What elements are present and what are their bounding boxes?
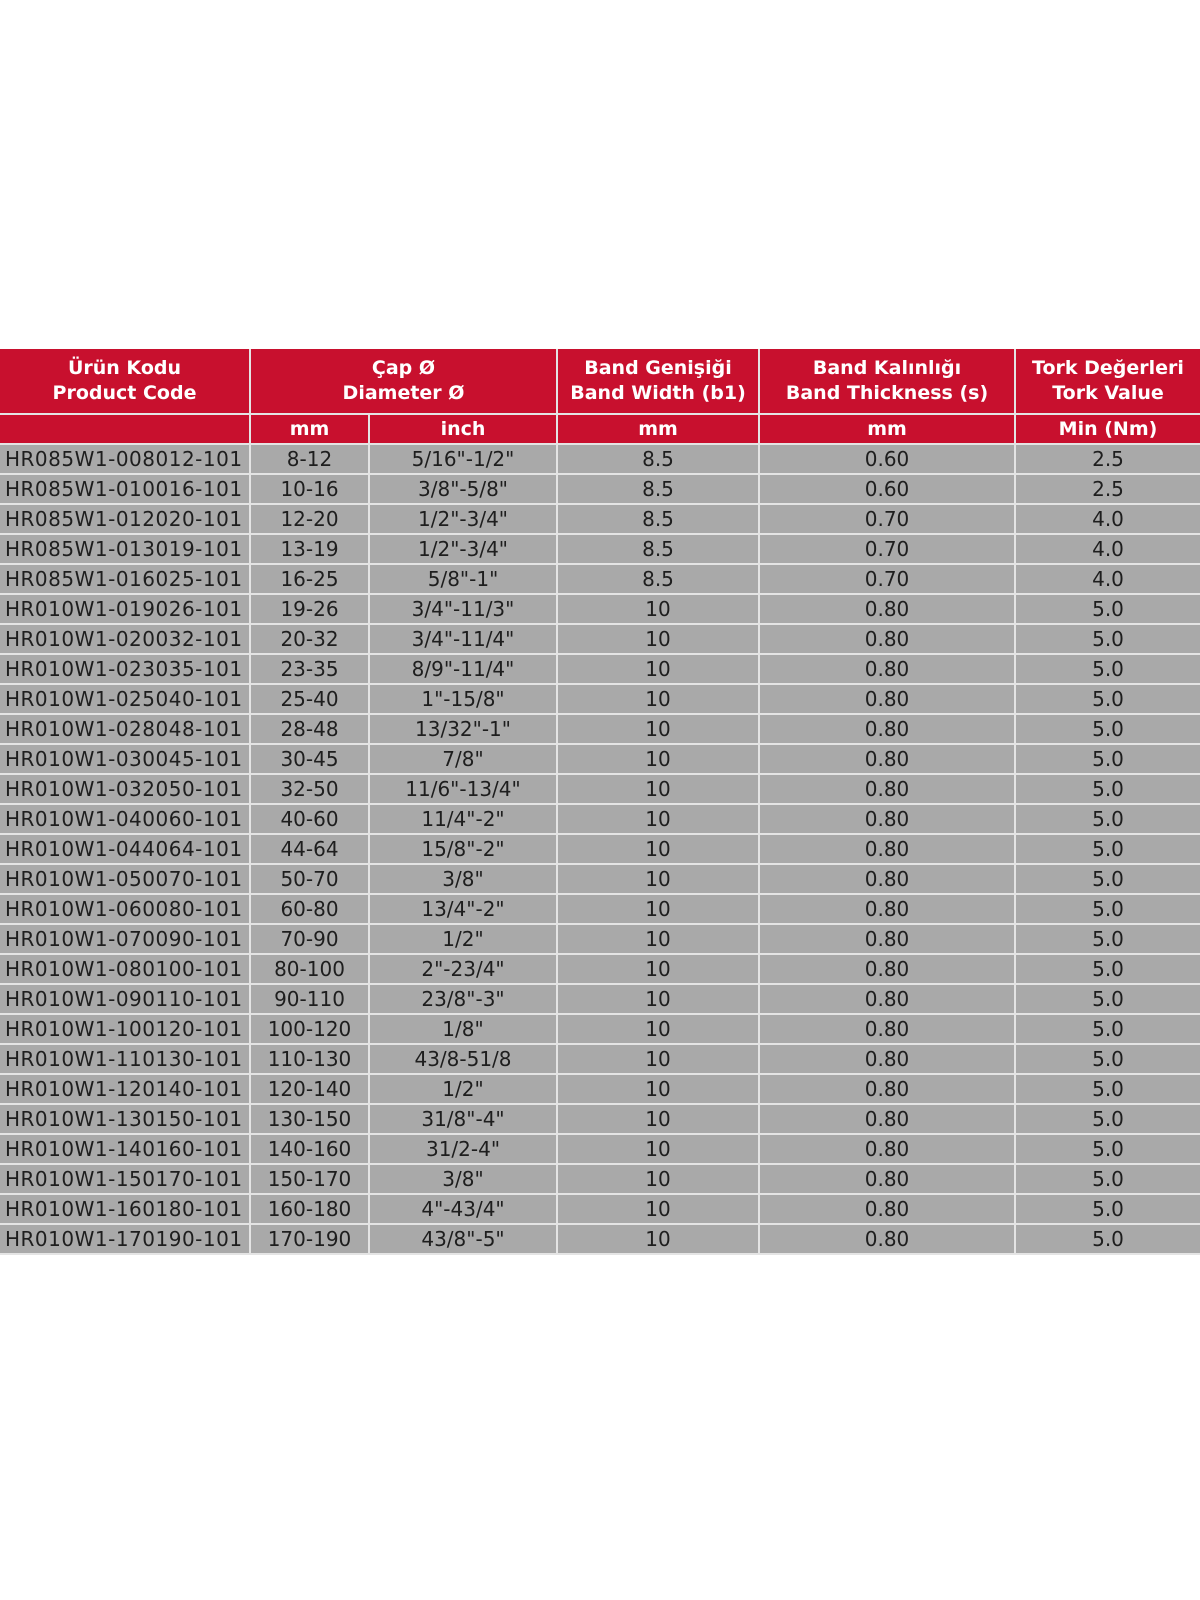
diameter-mm-cell: 20-32 — [250, 624, 369, 654]
band-width-cell: 8.5 — [557, 564, 759, 594]
diameter-mm-cell: 44-64 — [250, 834, 369, 864]
table-row — [0, 624, 1200, 654]
product-code-cell: HR010W1-050070-101 — [0, 864, 250, 894]
diameter-inch-cell: 13/4"-2" — [369, 894, 557, 924]
diameter-mm-cell: 12-20 — [250, 504, 369, 534]
torque-cell: 5.0 — [1015, 684, 1200, 714]
diameter-mm-cell: 120-140 — [250, 1074, 369, 1104]
header-torque — [1015, 349, 1200, 414]
diameter-inch-cell: 5/8"-1" — [369, 564, 557, 594]
torque-cell: 5.0 — [1015, 804, 1200, 834]
torque-cell: 4.0 — [1015, 564, 1200, 594]
band-width-cell: 10 — [557, 774, 759, 804]
band-width-cell: 10 — [557, 924, 759, 954]
torque-cell: 2.5 — [1015, 474, 1200, 504]
product-code-cell: HR010W1-140160-101 — [0, 1134, 250, 1164]
diameter-inch-cell: 11/6"-13/4" — [369, 774, 557, 804]
product-code-cell: HR010W1-120140-101 — [0, 1074, 250, 1104]
band-thickness-cell: 0.60 — [759, 474, 1015, 504]
header-row-main — [0, 349, 1200, 414]
table-row — [0, 1224, 1200, 1254]
header-row-units — [0, 414, 1200, 444]
torque-cell: 5.0 — [1015, 1134, 1200, 1164]
product-code-cell: HR085W1-012020-101 — [0, 504, 250, 534]
product-code-cell: HR010W1-025040-101 — [0, 684, 250, 714]
torque-cell: 5.0 — [1015, 774, 1200, 804]
band-thickness-cell: 0.80 — [759, 1104, 1015, 1134]
band-width-cell: 10 — [557, 804, 759, 834]
header-band-thickness-en: Band Thickness (s) — [785, 382, 989, 404]
diameter-inch-cell: 1"-15/8" — [369, 684, 557, 714]
table-row — [0, 474, 1200, 504]
table-row — [0, 924, 1200, 954]
torque-cell: 2.5 — [1015, 444, 1200, 474]
band-thickness-cell: 0.80 — [759, 1224, 1015, 1254]
torque-cell: 5.0 — [1015, 954, 1200, 984]
band-width-cell: 10 — [557, 714, 759, 744]
diameter-mm-cell: 10-16 — [250, 474, 369, 504]
diameter-inch-cell: 4"-43/4" — [369, 1194, 557, 1224]
header-band-thickness — [759, 349, 1015, 414]
table-row — [0, 534, 1200, 564]
table-row — [0, 594, 1200, 624]
diameter-mm-cell: 30-45 — [250, 744, 369, 774]
band-width-cell: 10 — [557, 1104, 759, 1134]
product-code-cell: HR010W1-100120-101 — [0, 1014, 250, 1044]
torque-cell: 5.0 — [1015, 984, 1200, 1014]
diameter-mm-cell: 140-160 — [250, 1134, 369, 1164]
diameter-mm-cell: 100-120 — [250, 1014, 369, 1044]
diameter-inch-cell: 3/8"-5/8" — [369, 474, 557, 504]
header-torque-tr: Tork Değerleri — [1032, 357, 1184, 379]
band-width-cell: 10 — [557, 1014, 759, 1044]
torque-cell: 5.0 — [1015, 1014, 1200, 1044]
band-thickness-cell: 0.80 — [759, 1164, 1015, 1194]
torque-cell: 5.0 — [1015, 1194, 1200, 1224]
band-thickness-cell: 0.80 — [759, 654, 1015, 684]
product-code-cell: HR010W1-160180-101 — [0, 1194, 250, 1224]
table-row — [0, 954, 1200, 984]
header-band-width-en: Band Width (b1) — [570, 382, 746, 404]
product-code-cell: HR010W1-150170-101 — [0, 1164, 250, 1194]
torque-cell: 5.0 — [1015, 894, 1200, 924]
product-spec-table — [0, 349, 1200, 1255]
diameter-mm-cell: 150-170 — [250, 1164, 369, 1194]
table-row — [0, 684, 1200, 714]
table-header — [0, 349, 1200, 444]
band-width-cell: 8.5 — [557, 504, 759, 534]
product-code-cell: HR010W1-023035-101 — [0, 654, 250, 684]
table-row — [0, 1164, 1200, 1194]
diameter-mm-cell: 25-40 — [250, 684, 369, 714]
product-code-cell: HR010W1-032050-101 — [0, 774, 250, 804]
band-thickness-cell: 0.60 — [759, 444, 1015, 474]
product-code-cell: HR010W1-028048-101 — [0, 714, 250, 744]
torque-cell: 5.0 — [1015, 1164, 1200, 1194]
diameter-inch-cell: 1/8" — [369, 1014, 557, 1044]
band-width-cell: 10 — [557, 1074, 759, 1104]
table-row — [0, 1014, 1200, 1044]
table-row — [0, 1194, 1200, 1224]
diameter-mm-cell: 16-25 — [250, 564, 369, 594]
torque-cell: 5.0 — [1015, 1224, 1200, 1254]
diameter-inch-cell: 8/9"-11/4" — [369, 654, 557, 684]
diameter-inch-cell: 43/8-51/8 — [369, 1044, 557, 1074]
band-width-cell: 10 — [557, 594, 759, 624]
header-diameter-tr: Çap Ø — [371, 357, 436, 379]
table-row — [0, 504, 1200, 534]
band-thickness-cell: 0.70 — [759, 534, 1015, 564]
band-thickness-cell: 0.80 — [759, 1134, 1015, 1164]
band-width-cell: 8.5 — [557, 534, 759, 564]
band-width-cell: 10 — [557, 624, 759, 654]
header-product-code-en: Product Code — [52, 382, 197, 404]
diameter-inch-cell: 3/4"-11/4" — [369, 624, 557, 654]
band-width-cell: 10 — [557, 894, 759, 924]
band-thickness-cell: 0.80 — [759, 1044, 1015, 1074]
header-band-width-tr: Band Genişiği — [584, 357, 732, 379]
product-code-cell: HR010W1-040060-101 — [0, 804, 250, 834]
diameter-inch-cell: 1/2"-3/4" — [369, 534, 557, 564]
table-row — [0, 834, 1200, 864]
table-row — [0, 1074, 1200, 1104]
subheader-diameter-inch: inch — [369, 414, 557, 444]
torque-cell: 5.0 — [1015, 654, 1200, 684]
band-width-cell: 10 — [557, 744, 759, 774]
band-thickness-cell: 0.80 — [759, 624, 1015, 654]
product-code-cell: HR085W1-008012-101 — [0, 444, 250, 474]
table-row — [0, 1044, 1200, 1074]
subheader-blank — [0, 414, 250, 444]
diameter-inch-cell: 3/4"-11/3" — [369, 594, 557, 624]
diameter-mm-cell: 23-35 — [250, 654, 369, 684]
band-thickness-cell: 0.80 — [759, 894, 1015, 924]
table-row — [0, 1104, 1200, 1134]
diameter-mm-cell: 8-12 — [250, 444, 369, 474]
product-code-cell: HR010W1-070090-101 — [0, 924, 250, 954]
table-row — [0, 774, 1200, 804]
diameter-inch-cell: 13/32"-1" — [369, 714, 557, 744]
diameter-inch-cell: 23/8"-3" — [369, 984, 557, 1014]
product-code-cell: HR085W1-010016-101 — [0, 474, 250, 504]
diameter-mm-cell: 50-70 — [250, 864, 369, 894]
band-thickness-cell: 0.80 — [759, 1014, 1015, 1044]
diameter-inch-cell: 1/2" — [369, 1074, 557, 1104]
subheader-torque-unit: Min (Nm) — [1015, 414, 1200, 444]
header-torque-en: Tork Value — [1052, 382, 1164, 404]
table-row — [0, 984, 1200, 1014]
table-row — [0, 744, 1200, 774]
table-row — [0, 1134, 1200, 1164]
product-code-cell: HR010W1-080100-101 — [0, 954, 250, 984]
product-code-cell: HR010W1-020032-101 — [0, 624, 250, 654]
torque-cell: 5.0 — [1015, 1104, 1200, 1134]
band-thickness-cell: 0.80 — [759, 954, 1015, 984]
diameter-mm-cell: 80-100 — [250, 954, 369, 984]
product-code-cell: HR085W1-013019-101 — [0, 534, 250, 564]
band-width-cell: 10 — [557, 954, 759, 984]
band-thickness-cell: 0.80 — [759, 714, 1015, 744]
subheader-width-unit: mm — [557, 414, 759, 444]
torque-cell: 5.0 — [1015, 744, 1200, 774]
band-thickness-cell: 0.70 — [759, 564, 1015, 594]
diameter-mm-cell: 130-150 — [250, 1104, 369, 1134]
band-thickness-cell: 0.80 — [759, 744, 1015, 774]
torque-cell: 5.0 — [1015, 714, 1200, 744]
band-thickness-cell: 0.80 — [759, 594, 1015, 624]
diameter-inch-cell: 15/8"-2" — [369, 834, 557, 864]
header-product-code — [0, 349, 250, 414]
product-code-cell: HR010W1-060080-101 — [0, 894, 250, 924]
product-code-cell: HR010W1-019026-101 — [0, 594, 250, 624]
band-width-cell: 10 — [557, 1134, 759, 1164]
diameter-mm-cell: 90-110 — [250, 984, 369, 1014]
torque-cell: 5.0 — [1015, 1044, 1200, 1074]
diameter-mm-cell: 60-80 — [250, 894, 369, 924]
subheader-thickness-unit: mm — [759, 414, 1015, 444]
product-code-cell: HR010W1-170190-101 — [0, 1224, 250, 1254]
diameter-inch-cell: 31/8"-4" — [369, 1104, 557, 1134]
band-width-cell: 10 — [557, 984, 759, 1014]
diameter-inch-cell: 7/8" — [369, 744, 557, 774]
band-width-cell: 10 — [557, 1194, 759, 1224]
diameter-mm-cell: 19-26 — [250, 594, 369, 624]
diameter-inch-cell: 1/2" — [369, 924, 557, 954]
header-diameter-en: Diameter Ø — [342, 382, 465, 404]
diameter-inch-cell: 43/8"-5" — [369, 1224, 557, 1254]
table-row — [0, 894, 1200, 924]
band-width-cell: 10 — [557, 654, 759, 684]
diameter-mm-cell: 32-50 — [250, 774, 369, 804]
diameter-inch-cell: 3/8" — [369, 1164, 557, 1194]
torque-cell: 5.0 — [1015, 594, 1200, 624]
band-width-cell: 10 — [557, 1044, 759, 1074]
product-code-cell: HR010W1-030045-101 — [0, 744, 250, 774]
table-row — [0, 864, 1200, 894]
band-thickness-cell: 0.80 — [759, 834, 1015, 864]
diameter-mm-cell: 110-130 — [250, 1044, 369, 1074]
band-thickness-cell: 0.80 — [759, 1194, 1015, 1224]
diameter-mm-cell: 13-19 — [250, 534, 369, 564]
band-thickness-cell: 0.80 — [759, 804, 1015, 834]
band-thickness-cell: 0.80 — [759, 1074, 1015, 1104]
torque-cell: 4.0 — [1015, 534, 1200, 564]
table-row — [0, 714, 1200, 744]
subheader-diameter-mm: mm — [250, 414, 369, 444]
diameter-inch-cell: 1/2"-3/4" — [369, 504, 557, 534]
band-width-cell: 10 — [557, 834, 759, 864]
diameter-inch-cell: 11/4"-2" — [369, 804, 557, 834]
diameter-inch-cell: 31/2-4" — [369, 1134, 557, 1164]
table-row — [0, 564, 1200, 594]
diameter-inch-cell: 3/8" — [369, 864, 557, 894]
header-band-width — [557, 349, 759, 414]
band-width-cell: 10 — [557, 1224, 759, 1254]
diameter-mm-cell: 70-90 — [250, 924, 369, 954]
torque-cell: 5.0 — [1015, 1074, 1200, 1104]
product-code-cell: HR010W1-110130-101 — [0, 1044, 250, 1074]
table-row — [0, 444, 1200, 474]
table-body — [0, 444, 1200, 1254]
band-thickness-cell: 0.80 — [759, 864, 1015, 894]
band-thickness-cell: 0.80 — [759, 774, 1015, 804]
product-code-cell: HR010W1-130150-101 — [0, 1104, 250, 1134]
torque-cell: 5.0 — [1015, 924, 1200, 954]
diameter-mm-cell: 40-60 — [250, 804, 369, 834]
torque-cell: 5.0 — [1015, 834, 1200, 864]
band-width-cell: 8.5 — [557, 474, 759, 504]
diameter-inch-cell: 5/16"-1/2" — [369, 444, 557, 474]
header-band-thickness-tr: Band Kalınlığı — [812, 357, 962, 379]
band-width-cell: 8.5 — [557, 444, 759, 474]
band-width-cell: 10 — [557, 684, 759, 714]
product-code-cell: HR085W1-016025-101 — [0, 564, 250, 594]
band-thickness-cell: 0.80 — [759, 684, 1015, 714]
header-diameter — [250, 349, 557, 414]
table-row — [0, 654, 1200, 684]
band-thickness-cell: 0.80 — [759, 924, 1015, 954]
band-width-cell: 10 — [557, 864, 759, 894]
torque-cell: 5.0 — [1015, 864, 1200, 894]
band-width-cell: 10 — [557, 1164, 759, 1194]
diameter-mm-cell: 28-48 — [250, 714, 369, 744]
torque-cell: 5.0 — [1015, 624, 1200, 654]
band-thickness-cell: 0.70 — [759, 504, 1015, 534]
diameter-inch-cell: 2"-23/4" — [369, 954, 557, 984]
product-code-cell: HR010W1-044064-101 — [0, 834, 250, 864]
torque-cell: 4.0 — [1015, 504, 1200, 534]
product-code-cell: HR010W1-090110-101 — [0, 984, 250, 1014]
diameter-mm-cell: 160-180 — [250, 1194, 369, 1224]
header-product-code-tr: Ürün Kodu — [67, 357, 182, 379]
table-row — [0, 804, 1200, 834]
diameter-mm-cell: 170-190 — [250, 1224, 369, 1254]
band-thickness-cell: 0.80 — [759, 984, 1015, 1014]
